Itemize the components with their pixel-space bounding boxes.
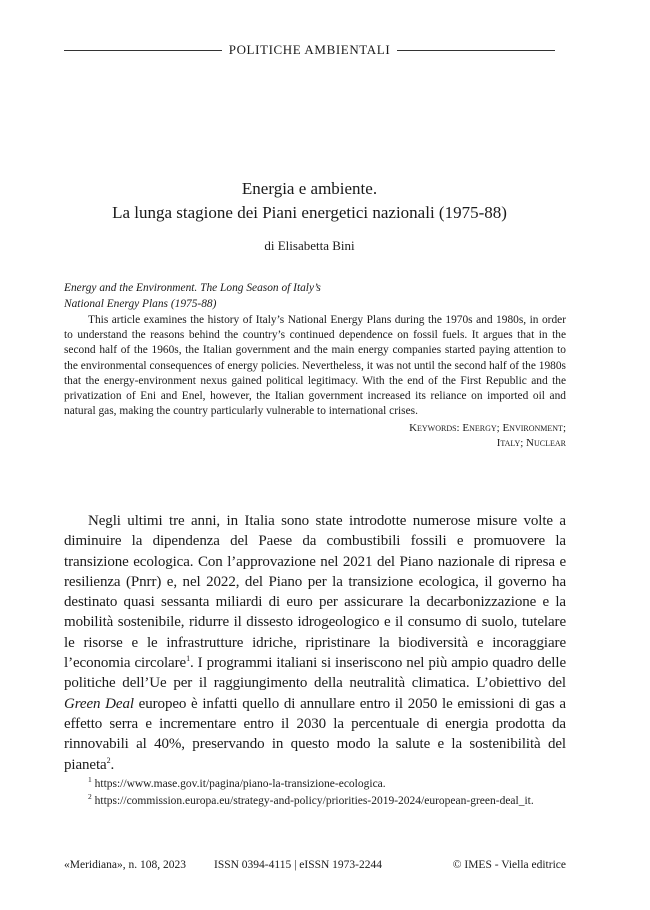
footnote-ref-1: 1 — [186, 654, 190, 664]
body-text-part4: . — [110, 756, 115, 773]
abstract-text: This article examines the history of Italy’s National Energy Plans during the 1970s and 1980s, in order to understand the reasons behind the country’s continued dependence on fossil fuels. It argues that in the second half of the 1960s, the Italian government and the main energy companies started paying attention to the environmental consequences of energy policies. Nevertheless, it was not until the second half of the 1980s that the energy-environment nexus gained political legitimacy. With the end of the First Republic and the privatization of Eni and Enel, however, the Italian government increased its reliance on imported oil and natural gas, making the country particularly vulnerable to international crises. — [64, 314, 566, 418]
footnote-2 — [64, 793, 566, 810]
footnote-number: 2 — [88, 791, 92, 801]
body-paragraph — [64, 511, 566, 775]
keywords — [64, 421, 566, 451]
footnote-1 — [64, 776, 566, 793]
keywords-line1: Keywords: Energy; Environment; — [409, 422, 566, 435]
issn: ISSN 0394-4115 | eISSN 1973-2244 — [214, 859, 382, 871]
footnote-ref-2: 2 — [106, 755, 111, 765]
author-byline: di Elisabetta Bini — [264, 238, 355, 253]
section-title: POLITICHE AMBIENTALI — [228, 42, 391, 57]
article-title-line1: Energia e ambiente. — [241, 179, 378, 198]
publisher: © IMES - Viella editrice — [452, 859, 566, 871]
footnote-link: https://commission.europa.eu/strategy-and-policy/priorities-2019-2024/european-green-deal_it. — [91, 794, 534, 807]
footnote-number: 1 — [88, 775, 92, 785]
english-title-line1: Energy and the Environment. The Long Season of Italy’s — [64, 282, 321, 294]
body-text-part1: Negli ultimi tre anni, in Italia sono state introdotte numerose misure volte a diminuire la dipendenza del Paese da combustibili fossili e promuovere la transizione ecologica. Con l’approvazione nel 2021 del Piano nazionale di ripresa e resilienza (Pnrr) e, nel 2022, del Piano per la transizione ecologica, il governo ha destinato quasi sessanta miliardi di euro per assicurare la decarbonizzazione e la mobilità sostenibile, ridurre il dissesto idrogeologico e il consumo di suolo, tutelare le risorse e le infrastrutture idriche, ripristinare la biodiversità e incoraggiare l’economia circolare — [64, 513, 566, 672]
abstract-block — [64, 281, 566, 451]
italic-term: Green Deal — [64, 695, 134, 712]
running-header — [64, 40, 555, 60]
article-title-block — [64, 177, 555, 255]
english-title — [64, 281, 566, 312]
body-text-part3: europeo è infatti quello di annullare entro il 2050 le emissioni di gas a effetto serra e incrementare entro il 2030 la percentuale di energia prodotta da rinnovabili al 40%, preservando in questo modo la salute e la sostenibilità del pianeta — [64, 695, 566, 773]
english-title-line2: National Energy Plans (1975-88) — [64, 297, 217, 310]
footnote-link: https://www.mase.gov.it/pagina/piano-la-transizione-ecologica. — [91, 778, 386, 790]
body-text-part2: . I programmi italiani si inseriscono nel più ampio quadro delle politiche dell’Ue per il raggiungimento della neutralità climatica. L’obiettivo del — [64, 655, 566, 692]
footnotes — [64, 776, 566, 809]
journal-citation: «Meridiana», n. 108, 2023 — [64, 859, 187, 871]
header-rule-left — [64, 50, 222, 51]
keywords-line2: Italy; Nuclear — [496, 437, 566, 450]
header-rule-right — [397, 50, 555, 51]
article-title-line2: La lunga stagione dei Piani energetici nazionali (1975-88) — [112, 203, 507, 222]
